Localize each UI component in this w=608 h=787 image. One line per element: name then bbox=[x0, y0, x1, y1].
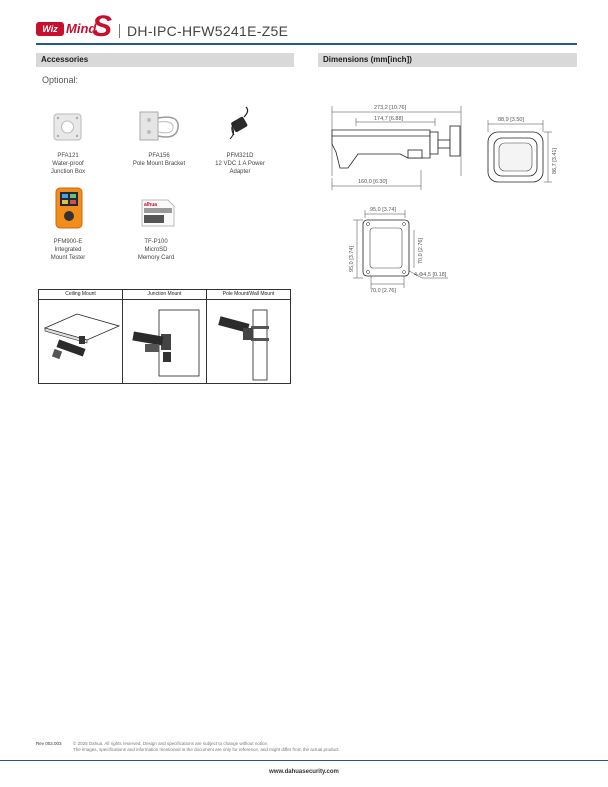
pole-bracket-image bbox=[136, 110, 182, 144]
dim-hole-height: 70,0 [2.76] bbox=[418, 238, 424, 264]
sd-card-brand: alhua bbox=[144, 202, 158, 208]
brand-logo-s: S bbox=[92, 10, 113, 43]
mount-tester-image bbox=[54, 186, 84, 230]
accessory-label: PFA156 Pole Mount Bracket bbox=[132, 153, 186, 167]
header-rule bbox=[36, 43, 577, 45]
dimensions-section-title: Dimensions (mm[inch]) bbox=[318, 53, 577, 67]
mount-header: Pole Mount/Wall Mount bbox=[207, 290, 290, 300]
website-link[interactable]: www.dahuasecurity.com bbox=[269, 769, 339, 775]
accessory-label: PFA121 Water-proof Junction Box bbox=[50, 153, 86, 175]
dim-total-length: 273,2 [10.76] bbox=[374, 105, 407, 111]
junction-box-image bbox=[52, 110, 84, 144]
dim-front-width: 88,9 [3.50] bbox=[498, 117, 524, 123]
camera-side-view bbox=[332, 126, 460, 168]
model-title: DH-IPC-HFW5241E-Z5E bbox=[127, 23, 289, 39]
brand-logo-text: Mind bbox=[66, 21, 97, 36]
pole-mount-illustration bbox=[207, 300, 290, 382]
dim-front-height: 86,7 [3.41] bbox=[552, 148, 558, 174]
accessory-label: PFM321D 12 VDC 1 A Power Adapter bbox=[215, 153, 265, 175]
dimensions-drawing bbox=[318, 96, 578, 296]
mount-junction-cell bbox=[123, 290, 207, 383]
mount-table bbox=[38, 289, 291, 384]
ceiling-mount-illustration bbox=[39, 300, 122, 382]
dim-base-width: 95,0 [3.74] bbox=[370, 207, 396, 213]
mount-ceiling-cell bbox=[39, 290, 123, 383]
dim-hole-callout: 4-Φ4,5 [0.18] bbox=[414, 272, 447, 278]
accessories-section-title: Accessories bbox=[36, 53, 294, 67]
optional-label: Optional: bbox=[42, 75, 79, 85]
brand-logo-badge: Wiz bbox=[36, 22, 64, 36]
dim-hole-width: 70,0 [2.76] bbox=[370, 288, 396, 294]
header-divider bbox=[119, 24, 120, 38]
camera-base-view bbox=[363, 220, 409, 276]
dim-body-length: 174,7 [6.88] bbox=[374, 116, 404, 122]
mount-header: Junction Mount bbox=[123, 290, 206, 300]
mount-pole-cell bbox=[207, 290, 290, 383]
mount-header: Ceiling Mount bbox=[39, 290, 122, 300]
camera-front-view bbox=[488, 132, 543, 182]
revision-number: Rev 002.003 bbox=[36, 741, 62, 746]
power-adapter-image bbox=[226, 105, 254, 143]
footer-rule bbox=[0, 760, 608, 761]
dim-bottom-length: 160,0 [6.30] bbox=[358, 179, 388, 185]
copyright-notice: © 2025 Dahua. All rights reserved. Design and specifications are subject to change without notice. The images, specifications and information mentioned in the document are only for reference, and might differ from the actual product. bbox=[73, 741, 340, 752]
sd-card-image bbox=[140, 198, 176, 228]
accessory-label: TF-P100 MicroSD Memory Card bbox=[137, 239, 175, 261]
junction-mount-illustration bbox=[123, 300, 206, 382]
dim-base-height: 95,0 [3.74] bbox=[349, 246, 355, 272]
accessory-label: PFM900-E Integrated Mount Tester bbox=[50, 239, 86, 261]
